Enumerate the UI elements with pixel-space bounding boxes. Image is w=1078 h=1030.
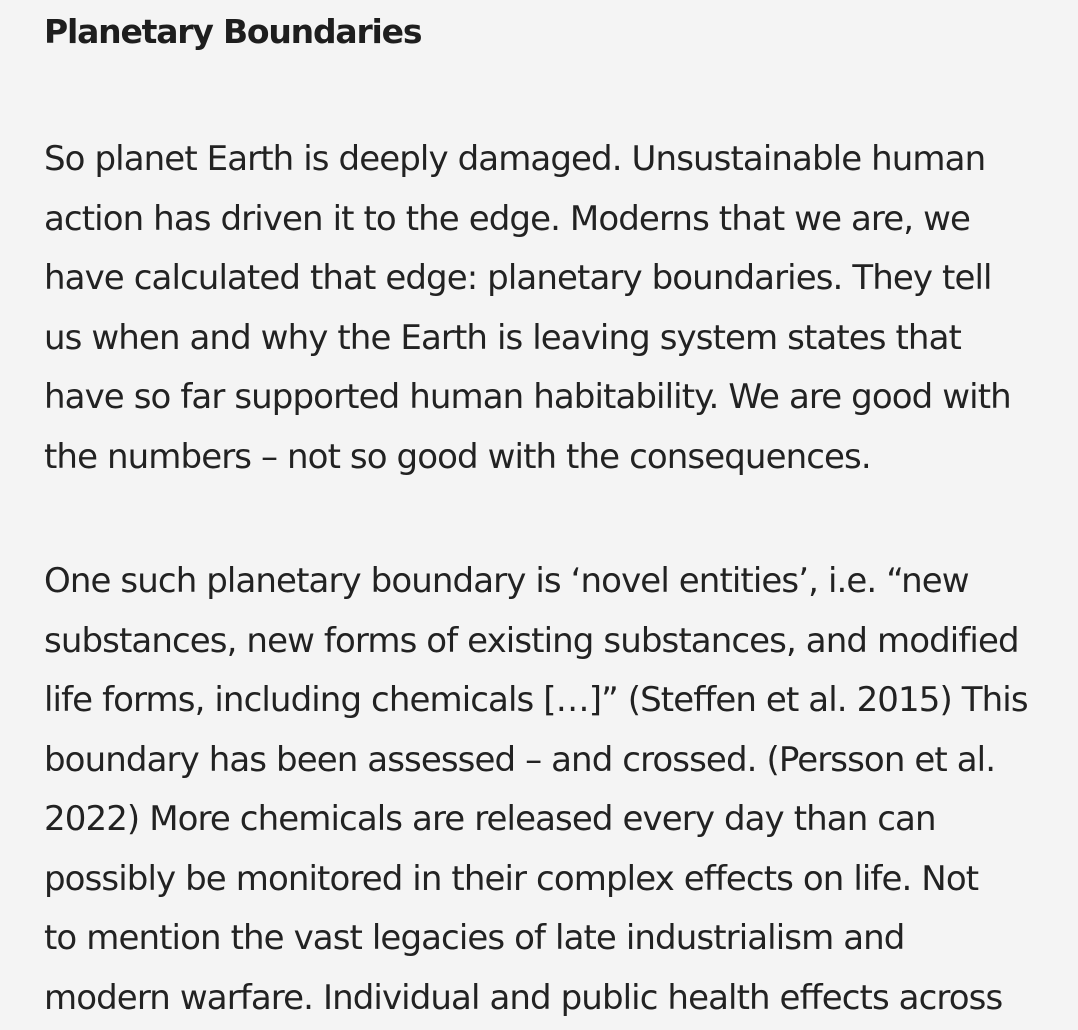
- paragraph-line: So planet Earth is deeply damaged. Unsustainable human: [44, 139, 986, 179]
- paragraph-line: One such planetary boundary is ‘novel entities’, i.e. “new: [44, 561, 969, 601]
- paragraph-line: have so far supported human habitability. We are good with: [44, 377, 1011, 417]
- paragraph-line: boundary has been assessed – and crossed. (Persson et al.: [44, 739, 996, 780]
- paragraph-line: action has driven it to the edge. Moderns that we are, we: [44, 198, 971, 239]
- paragraph-1: [44, 130, 1011, 487]
- paragraph-line: substances, new forms of existing substances, and modified: [44, 620, 1019, 661]
- paragraph-line: modern warfare. Individual and public health effects across: [44, 977, 1003, 1018]
- paragraph-line: us when and why the Earth is leaving system states that: [44, 317, 961, 358]
- paragraph-line: life forms, including chemicals […]” (Steffen et al. 2015) This: [44, 680, 1028, 720]
- article-heading: Planetary Boundaries: [44, 12, 422, 51]
- paragraph-line: have calculated that edge: planetary boundaries. They tell: [44, 258, 992, 298]
- paragraph-line: to mention the vast legacies of late industrialism and: [44, 918, 905, 958]
- paragraph-line: the numbers – not so good with the consequences.: [44, 436, 871, 477]
- paragraph-line: 2022) More chemicals are released every day than can: [44, 799, 936, 839]
- paragraph-2: [44, 552, 1028, 1028]
- paragraph-line: possibly be monitored in their complex effects on life. Not: [44, 858, 979, 899]
